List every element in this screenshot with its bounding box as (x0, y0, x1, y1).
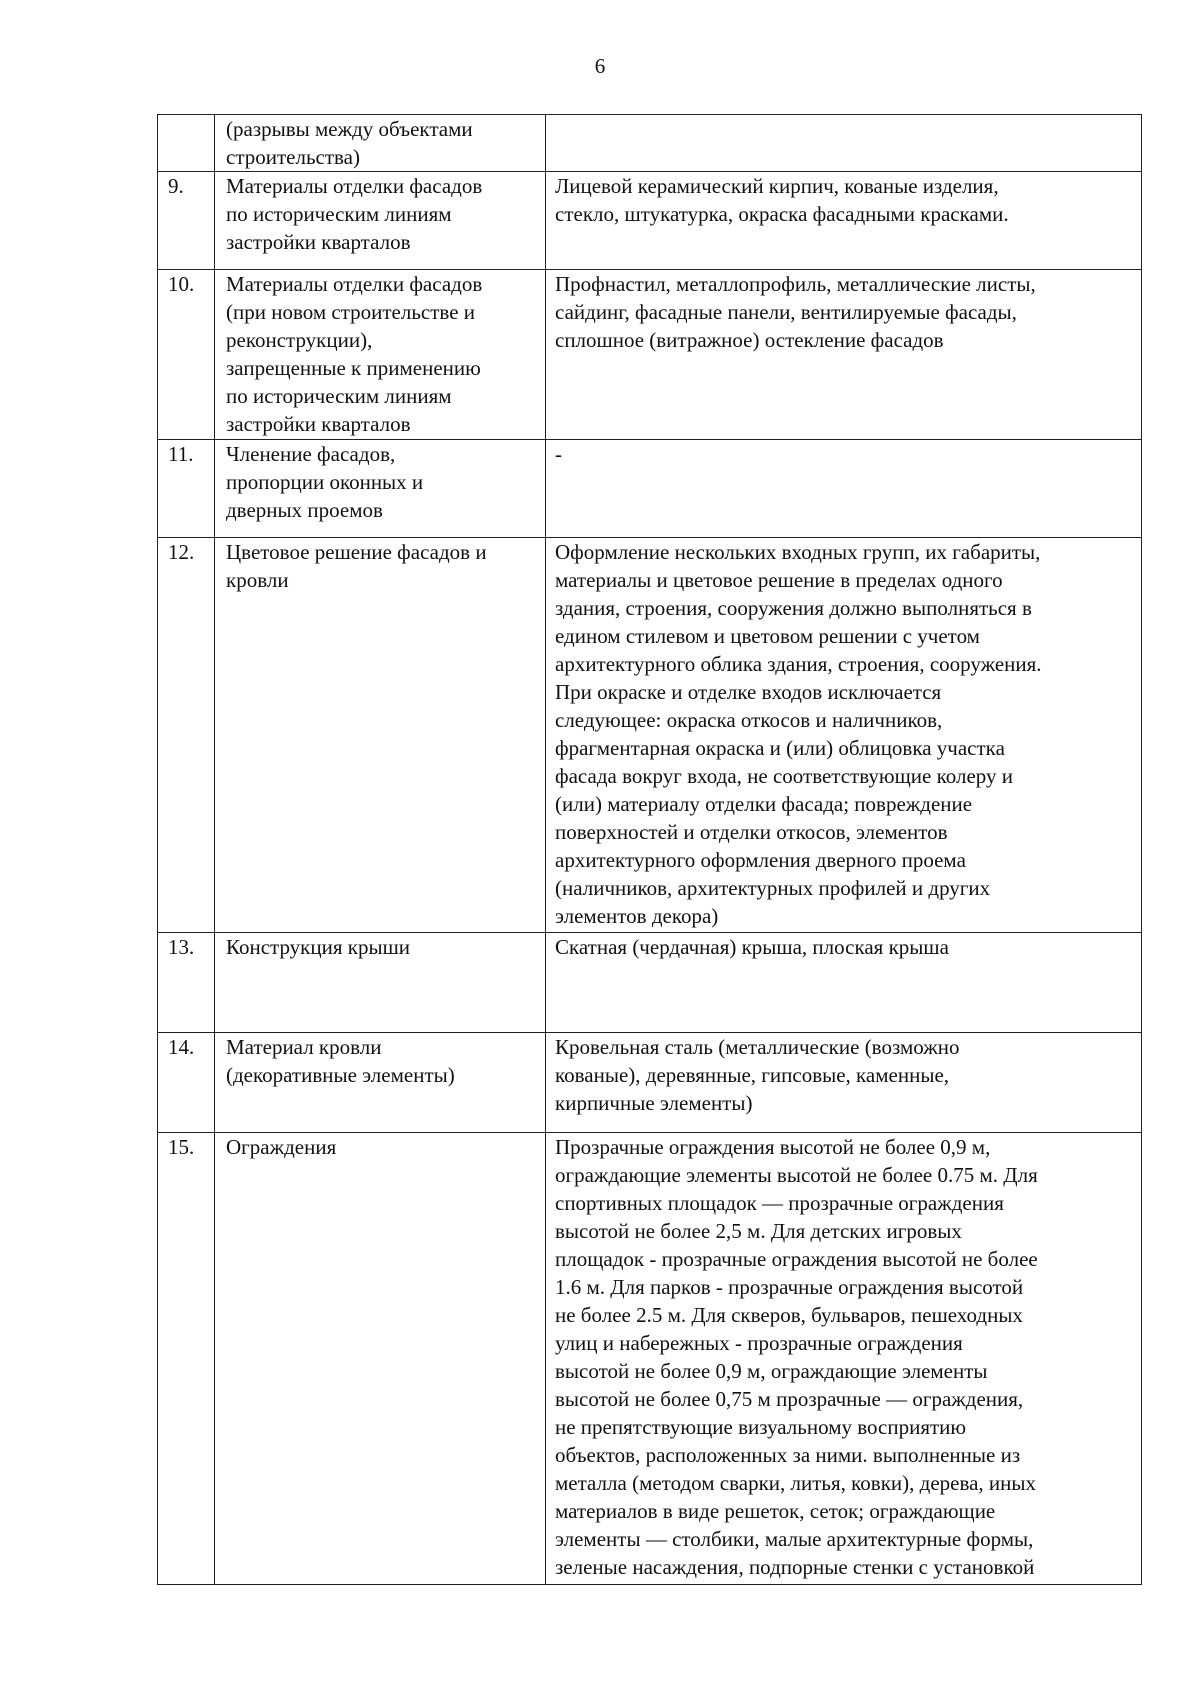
parameter-name-cell: Конструкция крыши (215, 933, 546, 1033)
table-row (158, 1133, 1142, 1585)
parameter-name-cell: Цветовое решение фасадов и кровли (215, 538, 546, 933)
parameter-value-cell: Кровельная сталь (металлические (возможно кованые), деревянные, гипсовые, каменные, кирпичные элементы) (546, 1033, 1142, 1133)
parameter-name-cell: Материалы отделки фасадов (при новом строительстве и реконструкции), запрещенные к применению по историческим линиям застройки кварталов (215, 270, 546, 440)
parameter-value-cell: Оформление нескольких входных групп, их габариты, материалы и цветовое решение в пределах одного здания, строения, сооружения должно выполняться в едином стилевом и цветовом решении с учетом архитектурного облика здания, строения, сооружения. При окраске и отделке входов исключается следующее: окраска откосов и наличников, фрагментарная окраска и (или) облицовка участка фасада вокруг входа, не соответствующие колеру и (или) материалу отделки фасада; повреждение поверхностей и отделки откосов, элементов архитектурного оформления дверного проема (наличников, архитектурных профилей и других элементов декора) (546, 538, 1142, 933)
parameter-name-cell: Материал кровли (декоративные элементы) (215, 1033, 546, 1133)
row-number-cell (158, 115, 215, 172)
table-row (158, 440, 1142, 538)
row-number-cell: 13. (158, 933, 215, 1033)
table-row (158, 538, 1142, 933)
table-row (158, 270, 1142, 440)
parameter-value-cell: Скатная (чердачная) крыша, плоская крыша (546, 933, 1142, 1033)
row-number-cell: 14. (158, 1033, 215, 1133)
parameter-name-cell: Ограждения (215, 1133, 546, 1585)
row-number-cell: 11. (158, 440, 215, 538)
table-row (158, 172, 1142, 270)
parameter-value-cell (546, 115, 1142, 172)
parameter-value-cell: Лицевой керамический кирпич, кованые изделия, стекло, штукатурка, окраска фасадными красками. (546, 172, 1142, 270)
parameter-value-cell: Профнастил, металлопрофиль, металлические листы, сайдинг, фасадные панели, вентилируемые фасады, сплошное (витражное) остекление фасадов (546, 270, 1142, 440)
parameter-name-cell: Членение фасадов, пропорции оконных и дверных проемов (215, 440, 546, 538)
regulations-table (157, 114, 1142, 1585)
row-number-cell: 9. (158, 172, 215, 270)
page-number: 6 (594, 54, 606, 78)
table-row (158, 933, 1142, 1033)
parameter-value-cell: Прозрачные ограждения высотой не более 0,9 м, ограждающие элементы высотой не более 0.75 м. Для спортивных площадок — прозрачные ограждения высотой не более 2,5 м. Для детских игровых площадок - прозрачные ограждения высотой не более 1.6 м. Для парков - прозрачные ограждения высотой не более 2.5 м. Для скверов, бульваров, пешеходных улиц и набережных - прозрачные ограждения высотой не более 0,9 м, ограждающие элементы высотой не более 0,75 м прозрачные — ограждения, не препятствующие визуальному восприятию объектов, расположенных за ними. выполненные из металла (методом сварки, литья, ковки), дерева, иных материалов в виде решеток, сеток; ограждающие элементы — столбики, малые архитектурные формы, зеленые насаждения, подпорные стенки с установкой (546, 1133, 1142, 1585)
row-number-cell: 15. (158, 1133, 215, 1585)
parameter-name-cell: Материалы отделки фасадов по историческим линиям застройки кварталов (215, 172, 546, 270)
table-row (158, 1033, 1142, 1133)
row-number-cell: 10. (158, 270, 215, 440)
row-number-cell: 12. (158, 538, 215, 933)
parameter-name-cell: (разрывы между объектами строительства) (215, 115, 546, 172)
parameter-value-cell: - (546, 440, 1142, 538)
table-row (158, 115, 1142, 172)
